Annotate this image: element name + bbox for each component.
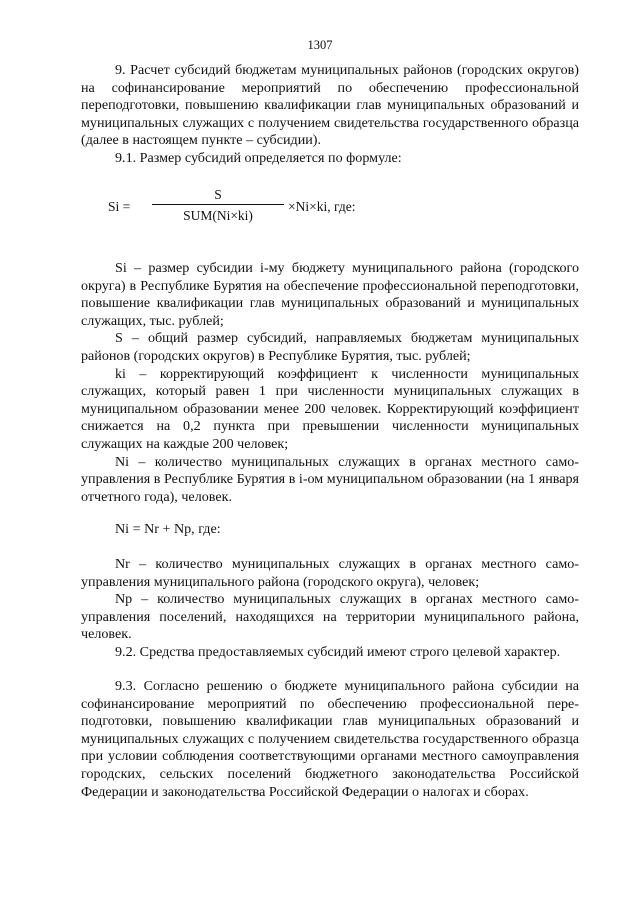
definition-si: Si – размер субсидии i-му бюджету муниципального района (городского округа) в Республике Бурятия на обеспечение профессиональной переподготовки, повышение квалификации глав муниципальных образований и муниципальных служащих, тыс. рублей; (81, 260, 579, 329)
section-9-3-block (81, 678, 579, 801)
section-9-1-paragraph: 9.1. Размер субсидий определяется по формуле: (115, 149, 402, 166)
definition-nr: Nr – количество муниципальных служащих в органах местного самоуправления муниципального района (городского округа), человек; (81, 556, 579, 590)
section-9-2-paragraph: 9.2. Средства предоставляемых субсидий имеют строго целевой характер. (115, 643, 561, 660)
definition-s: S – общий размер субсидий, направляемых бюджетам муниципальных районов (городских округов) в Республике Бурятия, тыс. рублей; (81, 330, 579, 364)
definition-ki: ki – корректирующий коэффициент к численности муниципальных служащих, который равен 1 при численности муниципальных служащих в муниципальном образовании менее 200 человек. Корректирующий коэффициент снижается на 0,2 пункта при превышении численности муниципальных служащих на каждые 200 человек; (81, 365, 579, 452)
section-9-block (81, 62, 579, 168)
section-9-paragraph: 9. Расчет субсидий бюджетам муниципальных районов (городских округов) на софинансирование мероприятий по обеспечению профессиональной переподготовки, повышению квалификации глав муниципальных образований и муниципальных служащих с получением свидетельства государственного образца (далее в настоящем пункте – субсидии). (81, 62, 579, 149)
fraction-bar (152, 204, 284, 205)
section-9-3-paragraph: 9.3. Согласно решению о бюджете муниципального района субсидии на софинансирование мероприятий по обеспечению профессиональной переподготовки, повышению квалификации глав муниципальных образований и муниципальных служащих с получением свидетельства государственного образца при условии соблюдения соответствующими органами местного самоуправления городских, сельских поселений бюджетного законодательства Российской Федерации и законодательства Российской Федерации о налогах и сборах. (81, 678, 579, 800)
page-number: 1307 (307, 38, 333, 52)
formula-fraction (152, 186, 284, 224)
ni-formula: Ni = Nr + Np, где: (115, 521, 221, 537)
formula-numerator: S (214, 187, 222, 202)
ni-definitions-block (81, 556, 579, 662)
subsidy-formula (108, 186, 408, 228)
formula-denominator: SUM(Ni×ki) (183, 208, 253, 223)
definitions-block (81, 260, 579, 506)
formula-rhs: ×Ni×ki, где: (288, 199, 356, 214)
definition-ni: Ni – количество муниципальных служащих в органах местного самоуправления в Республике Бурятия в i-ом муниципальном образовании (на 1 января отчетного года), человек. (81, 453, 579, 505)
definition-np: Np – количество муниципальных служащих в органах местного самоуправления поселений, находящихся на территории муниципального района, человек. (81, 591, 579, 643)
formula-lhs: Si = (108, 199, 131, 214)
